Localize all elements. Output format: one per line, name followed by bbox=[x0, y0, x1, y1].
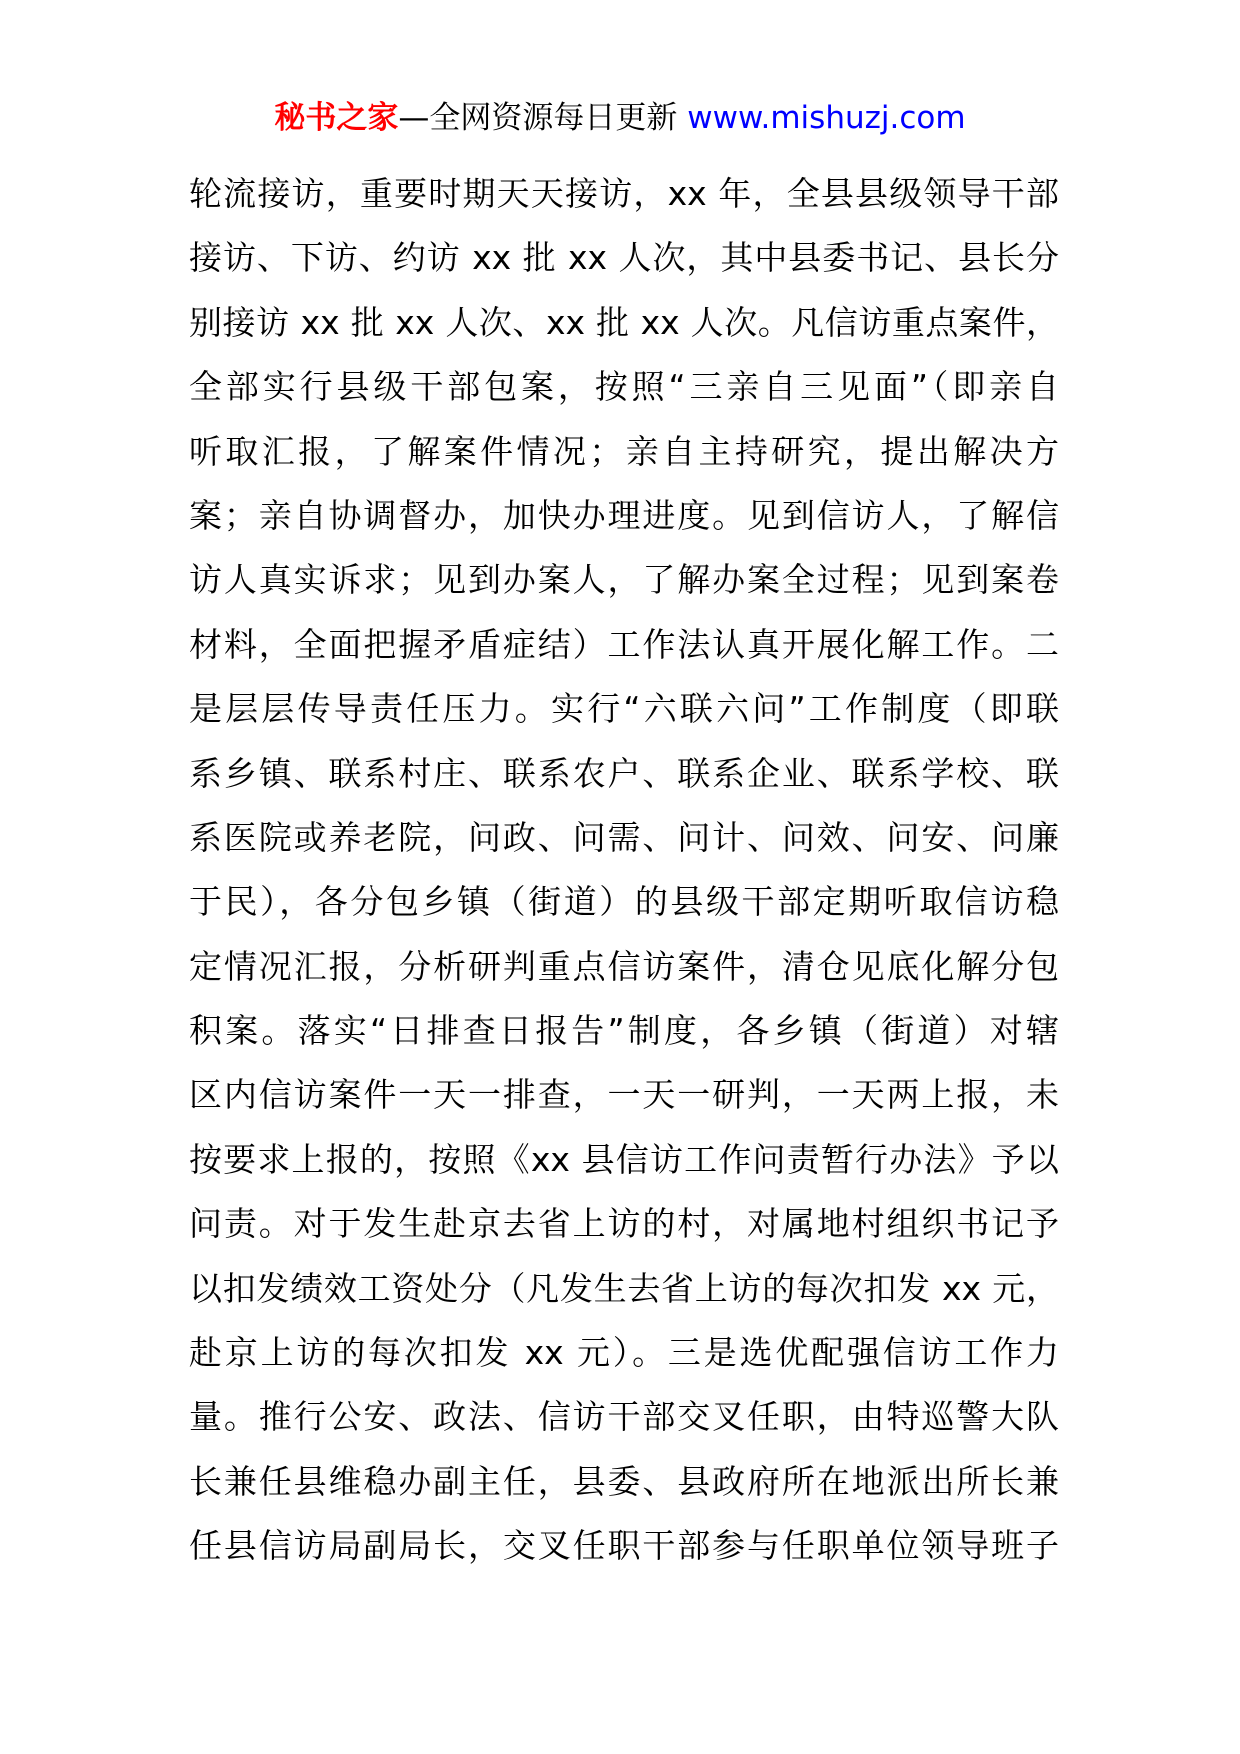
body-line: 接访、下访、约访 xx 批 xx 人次，其中县委书记、县长分 bbox=[189, 238, 1059, 278]
body-line: 轮流接访，重要时期天天接访，xx 年，全县县级领导干部 bbox=[189, 174, 1059, 213]
body-line: 全部实行县级干部包案，按照“三亲自三见面”（即亲自 bbox=[189, 367, 1059, 407]
body-line: 案；亲自协调督办，加快办理进度。见到信访人，了解信 bbox=[189, 495, 1059, 535]
body-line: 定情况汇报，分析研判重点信访案件，清仓见底化解分包 bbox=[189, 946, 1059, 986]
body-line: 量。推行公安、政法、信访干部交叉任职，由特巡警大队 bbox=[189, 1397, 1059, 1437]
page-header bbox=[0, 98, 1240, 138]
body-line: 区内信访案件一天一排查，一天一研判，一天两上报，未 bbox=[189, 1075, 1059, 1115]
body-line: 访人真实诉求；见到办案人，了解办案全过程；见到案卷 bbox=[189, 560, 1059, 600]
body-line: 积案。落实“日排查日报告”制度，各乡镇（街道）对辖 bbox=[189, 1011, 1059, 1051]
site-brand: 秘书之家 bbox=[274, 100, 399, 136]
body-line: 赴京上访的每次扣发 xx 元）。三是选优配强信访工作力 bbox=[189, 1333, 1059, 1373]
body-line: 问责。对于发生赴京去省上访的村，对属地村组织书记予 bbox=[189, 1204, 1059, 1244]
body-line: 系医院或养老院，问政、问需、问计、问效、问安、问廉 bbox=[189, 817, 1059, 857]
body-line: 长兼任县维稳办副主任，县委、县政府所在地派出所长兼 bbox=[189, 1461, 1059, 1501]
site-url-link[interactable]: www.mishuzj.com bbox=[687, 100, 966, 136]
body-line: 系乡镇、联系村庄、联系农户、联系企业、联系学校、联 bbox=[189, 753, 1059, 793]
body-line: 于民），各分包乡镇（街道）的县级干部定期听取信访稳 bbox=[189, 882, 1059, 922]
body-line: 按要求上报的，按照《xx 县信访工作问责暂行办法》予以 bbox=[189, 1139, 1059, 1179]
site-tagline: —全网资源每日更新 bbox=[398, 100, 688, 136]
document-body bbox=[189, 162, 1059, 1579]
body-line: 任县信访局副局长，交叉任职干部参与任职单位领导班子 bbox=[189, 1526, 1059, 1566]
body-line: 听取汇报，了解案件情况；亲自主持研究，提出解决方 bbox=[189, 431, 1059, 471]
body-line: 别接访 xx 批 xx 人次、xx 批 xx 人次。凡信访重点案件， bbox=[189, 302, 1059, 342]
body-line: 以扣发绩效工资处分（凡发生去省上访的每次扣发 xx 元， bbox=[189, 1268, 1059, 1308]
body-line: 是层层传导责任压力。实行“六联六问”工作制度（即联 bbox=[189, 689, 1059, 729]
body-line: 材料，全面把握矛盾症结）工作法认真开展化解工作。二 bbox=[189, 624, 1059, 664]
